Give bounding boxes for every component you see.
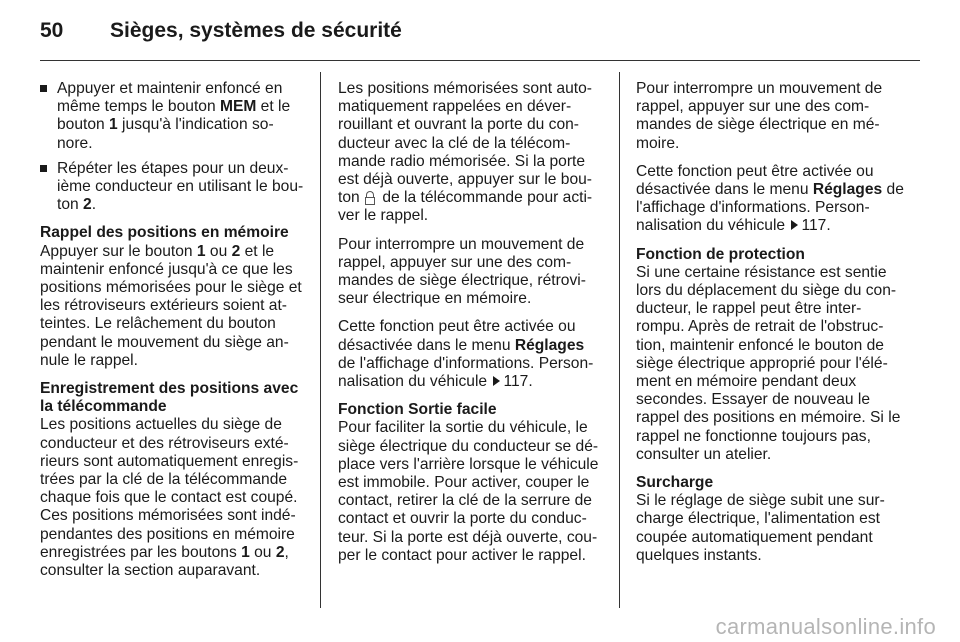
section-heading-protection: Fonction de protection bbox=[636, 245, 805, 263]
section-heading-enregistrement: Enregistrement des positions avec la télécommande bbox=[40, 380, 299, 416]
paragraph-surcharge: Si le réglage de siège subit une sur-charge électrique, l'alimentation est coupée automatiquement pendant quelques instants. bbox=[636, 492, 885, 564]
page-reference-arrow-icon bbox=[493, 376, 500, 386]
watermark: carmanualsonline.info bbox=[715, 614, 936, 639]
paragraph-interrompre: Pour interrompre un mouvement de rappel, appuyer sur une des com-mandes de siège électrique, rétrovi-seur électrique en mémoire. bbox=[338, 235, 586, 308]
unlock-icon bbox=[365, 191, 375, 204]
column-divider-right bbox=[619, 72, 620, 608]
section-heading-rappel: Rappel des positions en mémoire bbox=[40, 224, 289, 242]
paragraph-rappel: Appuyer sur le bouton 1 ou 2 et le maintenir enfoncé jusqu'à ce que les positions mémorisées pour le siège et les rétroviseurs extérieurs soient at-teintes. Le relâchement du bouton pendant le mouvement du siège an-nule le rappel. bbox=[40, 242, 302, 369]
column-1 bbox=[40, 80, 304, 590]
paragraph-activation: Cette fonction peut être activée ou désactivée dans le menu Réglages de l'affichage d'informations. Person-nalisation du véhicule 117. bbox=[338, 318, 594, 391]
bullet-square-icon bbox=[40, 85, 47, 92]
page-reference-arrow-icon bbox=[791, 220, 798, 230]
bullet-square-icon bbox=[40, 165, 47, 172]
paragraph-interrompre: Pour interrompre un mouvement de rappel, appuyer sur une des com-mandes de siège électrique en mé-moire. bbox=[636, 80, 883, 152]
column-divider-left bbox=[320, 72, 321, 608]
header-rule bbox=[40, 60, 920, 61]
paragraph-rappel-auto: Les positions mémorisées sont auto-matiquement rappelées en déver-rouillant et ouvrant la porte du con-ducteur avec la clé de la télécom-mande radio mémorisée. Si la porte est déjà ouverte, appuyer sur le bou-ton de la télécommande pour acti-ver le rappel. bbox=[338, 80, 593, 225]
paragraph-activation: Cette fonction peut être activée ou désactivée dans le menu Réglages de l'affichage d'informations. Person-nalisation du véhicule 117. bbox=[636, 162, 904, 235]
section-heading-surcharge: Surcharge bbox=[636, 474, 714, 492]
page-number: 50 bbox=[40, 19, 64, 42]
list-item: Répéter les étapes pour un deux-ième conducteur en utilisant le bou-ton 2. bbox=[40, 160, 304, 215]
paragraph-enregistrement: Les positions actuelles du siège de conducteur et des rétroviseurs exté-rieurs sont automatiquement enregis-trées par la clé de la télécommande chaque fois que le contact est coupé. Ces positions mémorisées sont indé-pendantes des positions en mémoire enregistrées par les boutons 1 ou 2, consulter la section auparavant. bbox=[40, 416, 299, 580]
page-title: Sièges, systèmes de sécurité bbox=[110, 19, 402, 42]
paragraph-protection: Si une certaine résistance est sentie lors du déplacement du siège du con-ducteur, le rappel peut être inter-rompu. Après de retrait de l'obstruc-tion, maintenir enfoncé le bouton de siège électrique approprié pour l'élé-ment en mémoire pendant deux secondes. Essayer de nouveau le rappel des positions en mémoire. Si le rappel ne fonctionne toujours pas, consulter un atelier. bbox=[636, 263, 901, 463]
column-3 bbox=[636, 80, 906, 575]
section-heading-sortie-facile: Fonction Sortie facile bbox=[338, 401, 497, 419]
list-item: Appuyer et maintenir enfoncé en même temps le bouton MEM et le bouton 1 jusqu'à l'indication so-nore. bbox=[40, 80, 304, 153]
column-2 bbox=[338, 80, 604, 575]
page-header bbox=[40, 18, 920, 44]
paragraph-sortie-facile: Pour faciliter la sortie du véhicule, le siège électrique du conducteur se dé-place vers l'arrière lorsque le véhicule est immobile. Pour activer, couper le contact, retirer la clé de la serrure de contact et ouvrir la porte du conduc-teur. Si la porte est déjà ouverte, cou-per le contact pour activer le rappel. bbox=[338, 419, 599, 564]
